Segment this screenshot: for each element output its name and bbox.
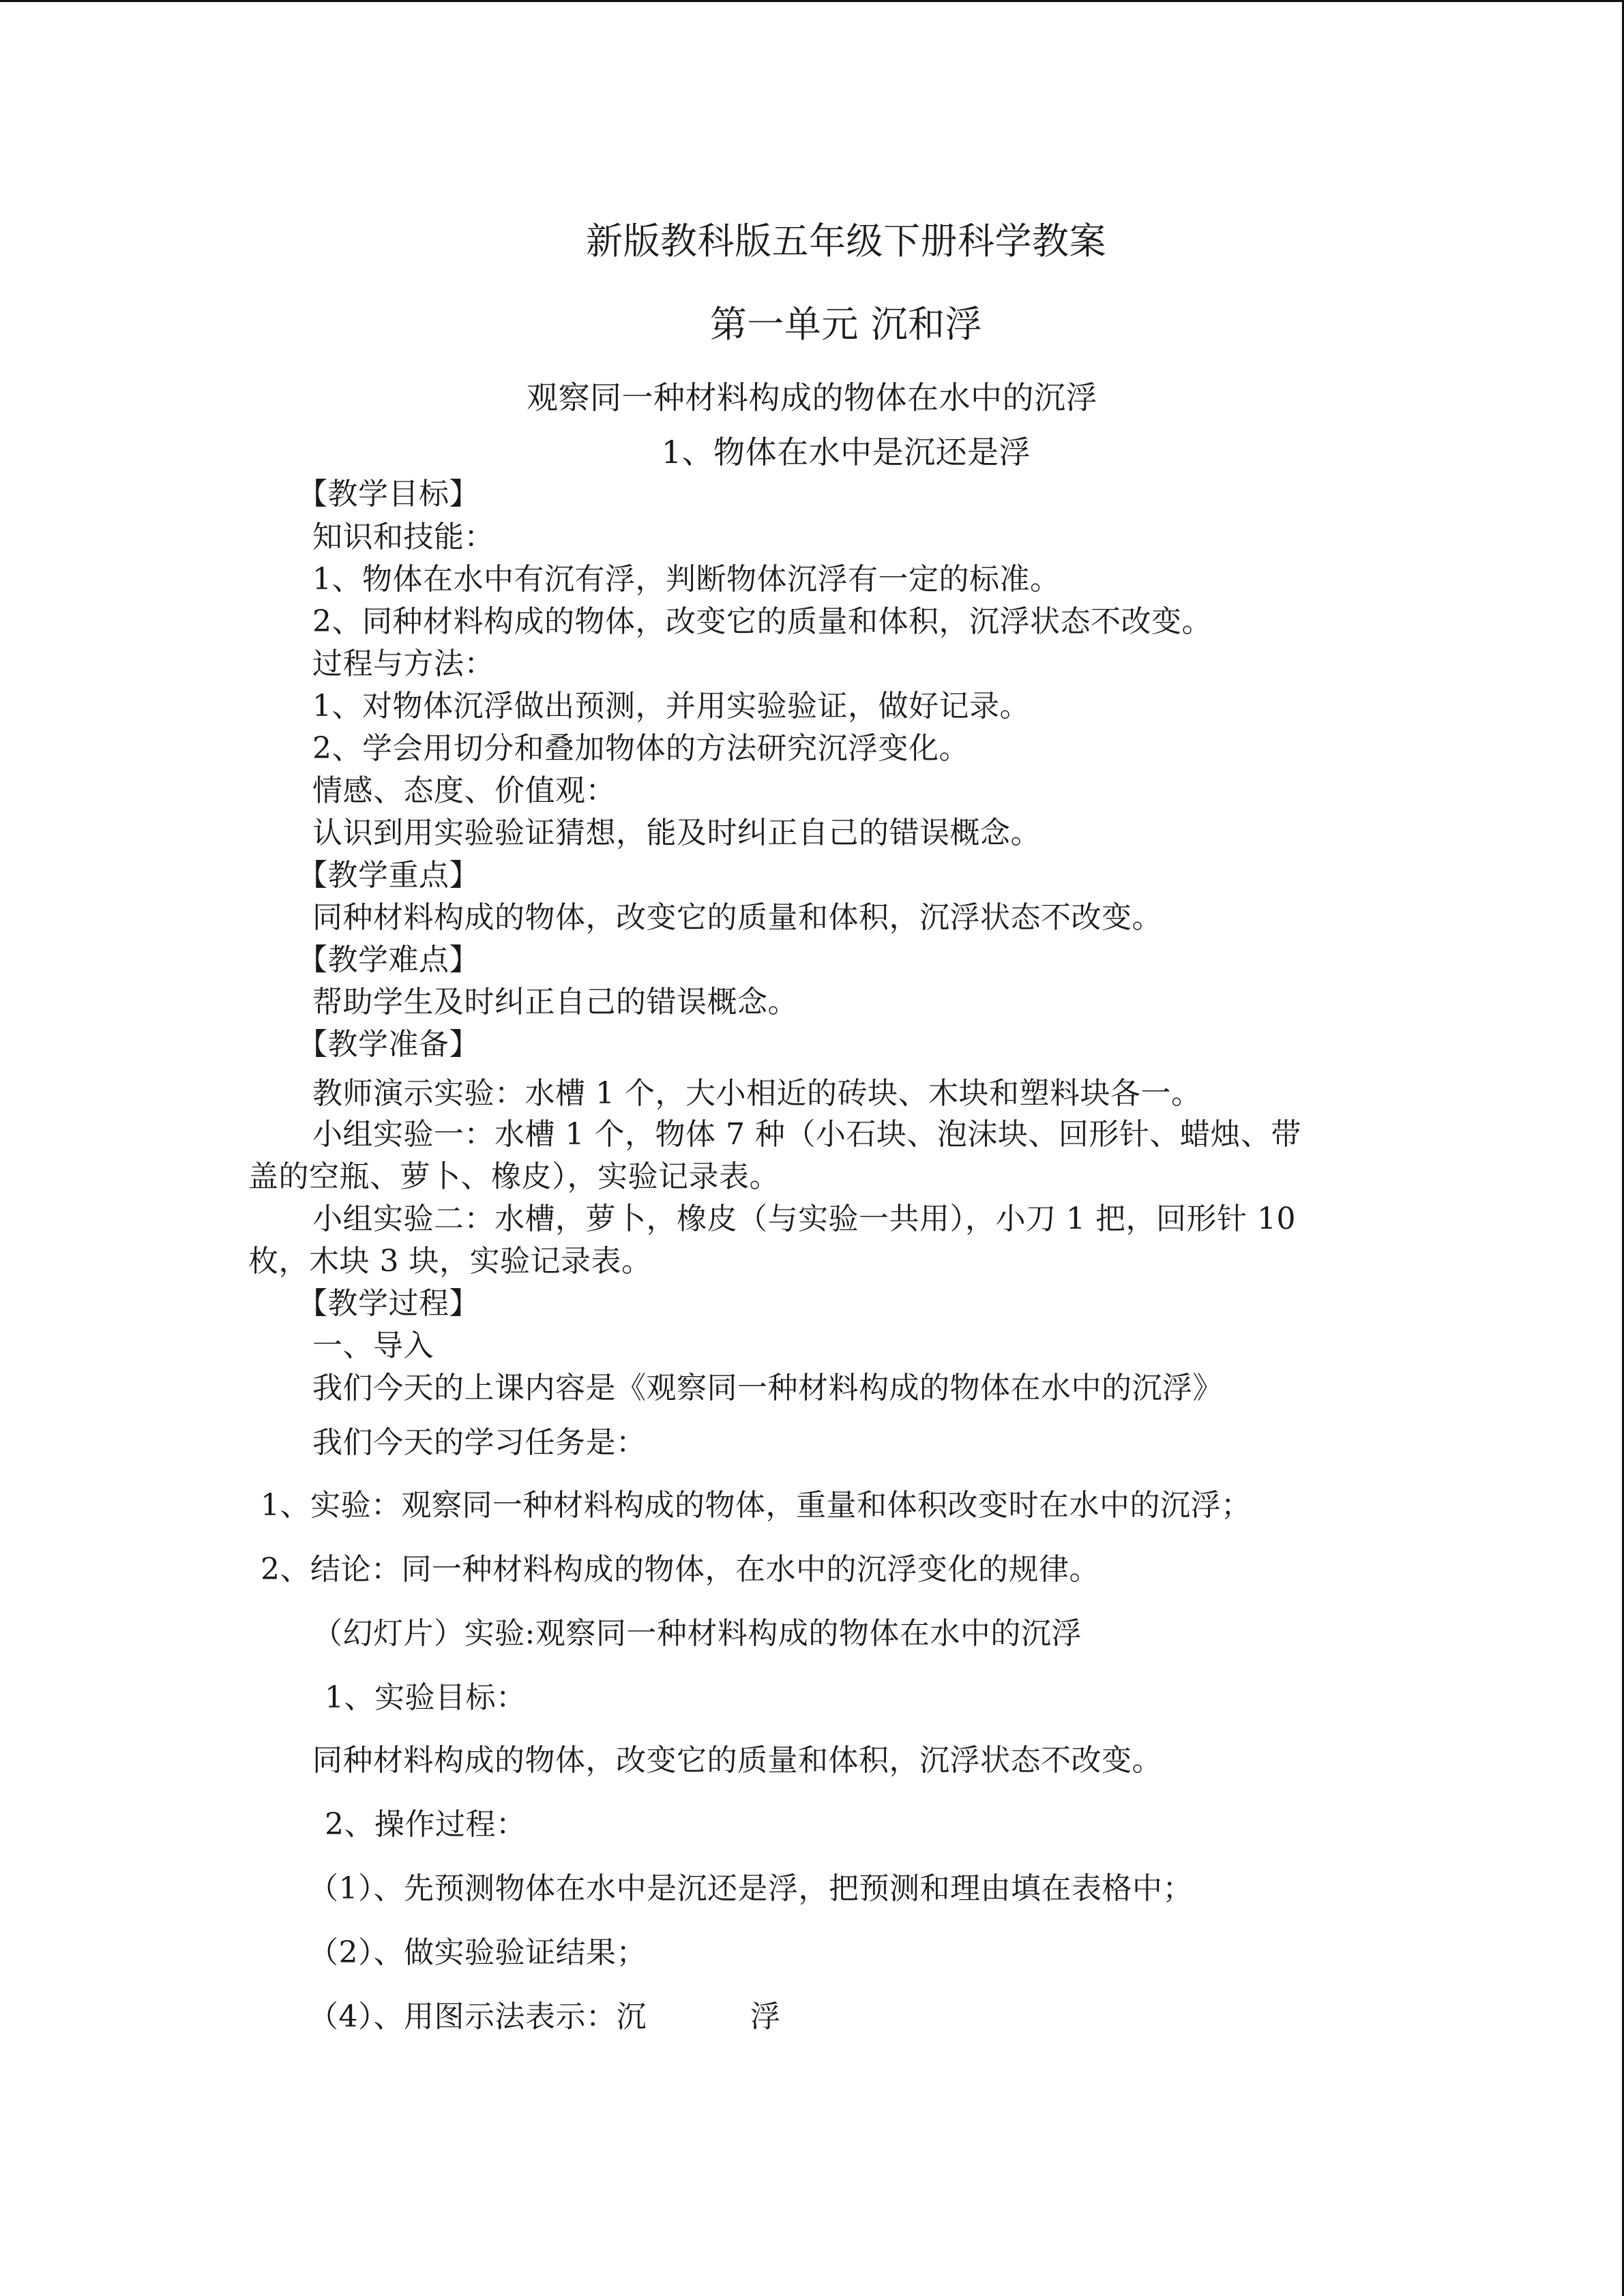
text-line: 同种材料构成的物体，改变它的质量和体积，沉浮状态不改变。 [312,1743,1162,1778]
heading-key-points: 【教学重点】 [297,858,479,893]
text-line: （1）、先预测物体在水中是沉还是浮，把预测和理由填在表格中； [308,1871,1193,1906]
text-line: 知识和技能： [312,520,494,554]
section-subtitle: 观察同一种材料构成的物体在水中的沉浮 [527,379,1097,416]
text-line: （2）、做实验验证结果； [308,1935,647,1970]
heading-preparation: 【教学准备】 [297,1027,479,1062]
heading-objectives: 【教学目标】 [297,477,479,511]
text-line: 过程与方法： [312,646,494,681]
unit-heading: 第一单元 沉和浮 [709,303,983,346]
heading-process: 【教学过程】 [297,1286,479,1321]
text-line: （幻灯片）实验:观察同一种材料构成的物体在水中的沉浮 [312,1616,1082,1651]
text-line: 1、实验目标： [325,1680,527,1715]
text-line: 2、操作过程： [325,1807,527,1842]
text-line: 盖的空瓶、萝卜、橡皮），实验记录表。 [248,1159,780,1194]
text-line: 小组实验一：水槽 1 个，物体 7 种（小石块、泡沫块、回形针、蜡烛、带 [312,1117,1301,1152]
text-line: 认识到用实验验证猜想，能及时纠正自己的错误概念。 [312,816,1041,850]
text-line: 小组实验二：水槽，萝卜，橡皮（与实验一共用），小刀 1 把，回形针 10 [312,1202,1296,1236]
text-line: 同种材料构成的物体，改变它的质量和体积，沉浮状态不改变。 [312,900,1162,935]
page-border-top [0,0,1624,2]
text-line: 枚，木块 3 块，实验记录表。 [248,1244,652,1279]
lesson-title: 1、物体在水中是沉还是浮 [661,434,1031,471]
heading-difficulties: 【教学难点】 [297,942,479,977]
text-line: 2、结论：同一种材料构成的物体，在水中的沉浮变化的规律。 [261,1552,1099,1587]
text-line: 教师演示实验：水槽 1 个，大小相近的砖块、木块和塑料块各一。 [312,1076,1202,1111]
text-line-float: 浮 [750,1999,781,2034]
text-line: 情感、态度、价值观： [312,773,616,808]
text-line: 2、学会用切分和叠加物体的方法研究沉浮变化。 [312,731,969,766]
text-line: 我们今天的学习任务是： [312,1425,647,1460]
text-line: （4）、用图示法表示：沉 [308,1999,647,2034]
text-line: 1、对物体沉浮做出预测，并用实验验证，做好记录。 [312,689,1030,724]
text-line: 我们今天的上课内容是《观察同一种材料构成的物体在水中的沉浮》 [312,1371,1223,1405]
text-line: 1、物体在水中有沉有浮，判断物体沉浮有一定的标准。 [312,562,1061,597]
text-line: 1、实验：观察同一种材料构成的物体，重量和体积改变时在水中的沉浮； [261,1488,1252,1523]
text-line: 帮助学生及时纠正自己的错误概念。 [312,985,798,1019]
text-line: 2、同种材料构成的物体，改变它的质量和体积，沉浮状态不改变。 [312,604,1212,639]
doc-title: 新版教科版五年级下册科学教案 [586,220,1106,263]
text-line: 一、导入 [312,1328,434,1363]
